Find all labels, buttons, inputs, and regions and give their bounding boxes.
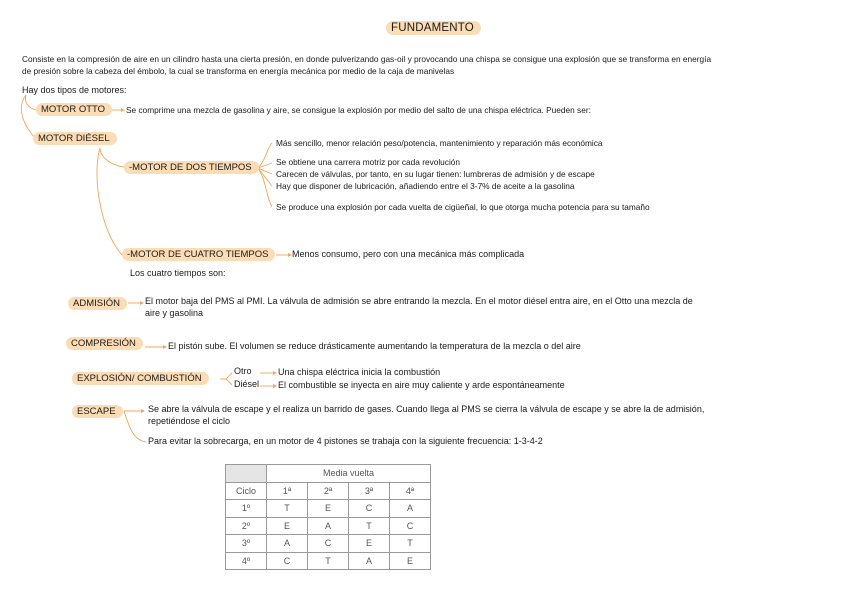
motor-otto-text: Se comprime una mezcla de gasolina y aire, se consigue la explosión por medio del salto de una chispa eléctrica. Pueden ser:	[126, 105, 591, 115]
table-row-cycle: 1º	[226, 500, 267, 518]
table-cell: T	[390, 535, 431, 553]
table-cell: C	[349, 500, 390, 518]
escape-line-3: Para evitar la sobrecarga, en un motor de 4 pistones se trabaja con la siguiente frecuencia: 1-3-4-2	[148, 436, 543, 446]
four-stroke-text: Menos consumo, pero con una mecánica más complicada	[292, 249, 525, 259]
table-cell: T	[308, 552, 349, 570]
table-column-header: 2ª	[308, 482, 349, 500]
two-stroke-item: Más sencillo, menor relación peso/potencia, mantenimiento y reparación más económica	[276, 138, 603, 148]
table-cell: C	[267, 552, 308, 570]
table-column-header: 3ª	[349, 482, 390, 500]
explosion-otro-label: Otro	[234, 366, 252, 376]
table-cell: C	[308, 535, 349, 553]
table-row	[226, 535, 431, 553]
firing-order-table	[225, 464, 431, 570]
two-stroke-item: Hay que disponer de lubricación, añadiendo entre el 3-7% de aceite a la gasolina	[276, 181, 575, 191]
motor-diesel-label: MOTOR DIÉSEL	[33, 132, 117, 145]
table-cell: A	[349, 552, 390, 570]
table-cell: E	[349, 535, 390, 553]
table-corner-header: Ciclo	[226, 482, 267, 500]
escape-line-2: repetiéndose el ciclo	[148, 416, 231, 426]
explosion-label: EXPLOSIÓN/ COMBUSTIÓN	[72, 372, 209, 385]
table-cell: A	[390, 500, 431, 518]
table-row	[226, 500, 431, 518]
table-row	[226, 517, 431, 535]
table-cell: C	[390, 517, 431, 535]
two-stroke-label: -MOTOR DE DOS TIEMPOS	[124, 161, 259, 174]
table-row	[226, 552, 431, 570]
page-title: FUNDAMENTO	[386, 21, 481, 35]
two-stroke-item: Carecen de válvulas, por tanto, en su lugar tienen: lumbreras de admisión y de escape	[276, 169, 595, 179]
table-cell: T	[267, 500, 308, 518]
table-cell: A	[267, 535, 308, 553]
admision-line-2: aire y gasolina	[145, 308, 204, 318]
table-row-cycle: 3º	[226, 535, 267, 553]
two-stroke-item: Se obtiene una carrera motriz por cada revolución	[276, 157, 461, 167]
two-stroke-item: Se produce una explosión por cada vuelta de cigüeñal, lo que otorga mucha potencia para su tamaño	[276, 202, 650, 212]
compresion-text: El pistón sube. El volumen se reduce drásticamente aumentando la temperatura de la mezcla o del aire	[168, 341, 581, 351]
admision-label: ADMISIÓN	[68, 297, 127, 310]
four-times-heading: Los cuatro tiempos son:	[130, 268, 226, 278]
table-column-header: 1ª	[267, 482, 308, 500]
explosion-diesel-text: El combustible se inyecta en aire muy caliente y arde espontáneamente	[278, 380, 565, 390]
four-stroke-label: -MOTOR DE CUATRO TIEMPOS	[122, 248, 275, 261]
table-group-header: Media vuelta	[267, 465, 431, 483]
table-cell: E	[267, 517, 308, 535]
types-heading: Hay dos tipos de motores:	[22, 85, 127, 95]
table-column-header: 4ª	[390, 482, 431, 500]
intro-line-1: Consiste en la compresión de aire en un cilindro hasta una cierta presión, en donde pulverizando gas-oil y provocando una chispa se consigue una explosión que se transforma en energía	[22, 54, 712, 64]
motor-otto-label: MOTOR OTTO	[36, 103, 112, 116]
table-row-cycle: 2º	[226, 517, 267, 535]
table-cell: A	[308, 517, 349, 535]
table-cell: E	[308, 500, 349, 518]
escape-label: ESCAPE	[72, 405, 123, 418]
admision-line-1: El motor baja del PMS al PMI. La válvula de admisión se abre entrando la mezcla. En el motor diésel entra aire, en el Otto una mezcla de	[145, 296, 693, 306]
table-cell: E	[390, 552, 431, 570]
table-cell: T	[349, 517, 390, 535]
escape-line-1: Se abre la válvula de escape y el realiza un barrido de gases. Cuando llega al PMS se cierra la válvula de escape y se abre la de admisión,	[148, 404, 705, 414]
explosion-otro-text: Una chispa eléctrica inicia la combustión	[278, 367, 441, 377]
table-corner-blank	[226, 465, 267, 483]
table-row-cycle: 4º	[226, 552, 267, 570]
compresion-label: COMPRESIÓN	[66, 337, 143, 350]
explosion-diesel-label: Diésel	[234, 379, 260, 389]
intro-line-2: de presión sobre la cabeza del émbolo, la cual se transforma en energía mecánica por medio de la caja de manivelas	[22, 66, 455, 76]
